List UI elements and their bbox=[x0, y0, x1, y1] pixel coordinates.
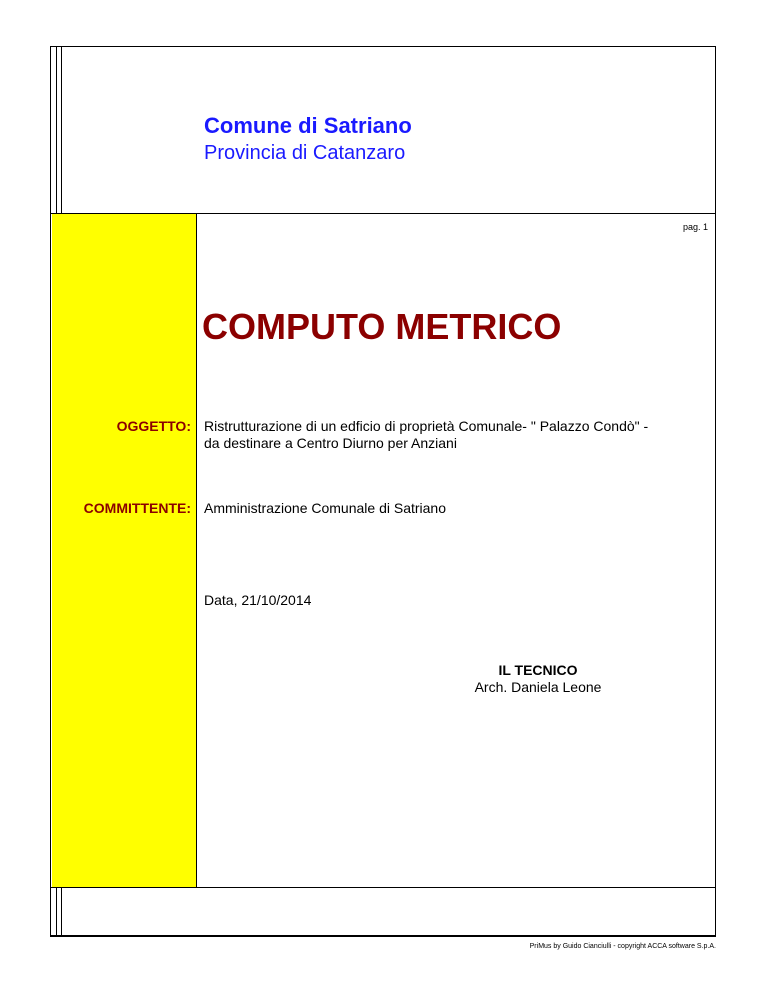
document-title: COMPUTO METRICO bbox=[202, 306, 562, 347]
technician-name: Arch. Daniela Leone bbox=[474, 679, 602, 695]
frame-top-line bbox=[50, 46, 716, 47]
footer-copyright: PriMus by Guido Cianciulli - copyright ACCA software S.p.A. bbox=[529, 943, 716, 950]
footer-divider bbox=[50, 887, 716, 888]
municipality-title: Comune di Satriano bbox=[204, 113, 412, 138]
technician-role: IL TECNICO bbox=[498, 662, 578, 678]
committente-value: Amministrazione Comunale di Satriano bbox=[204, 500, 446, 516]
committente-label: COMMITTENTE: bbox=[83, 500, 191, 516]
sidebar-border bbox=[196, 213, 197, 888]
frame-right-line bbox=[715, 46, 716, 937]
frame-left-line-1 bbox=[50, 46, 51, 937]
oggetto-line-1: Ristrutturazione di un edficio di proprietà Comunale- " Palazzo Condò" - bbox=[204, 418, 649, 434]
frame-bottom-line bbox=[50, 935, 716, 937]
page-number: pag. 1 bbox=[682, 222, 708, 232]
province-subtitle: Provincia di Catanzaro bbox=[204, 142, 406, 164]
oggetto-line-2: da destinare a Centro Diurno per Anziani bbox=[204, 435, 457, 451]
technician-block bbox=[448, 662, 628, 696]
oggetto-label: OGGETTO: bbox=[116, 418, 191, 434]
date-text: Data, 21/10/2014 bbox=[204, 592, 312, 608]
yellow-sidebar bbox=[52, 214, 197, 887]
oggetto-value bbox=[204, 418, 648, 452]
